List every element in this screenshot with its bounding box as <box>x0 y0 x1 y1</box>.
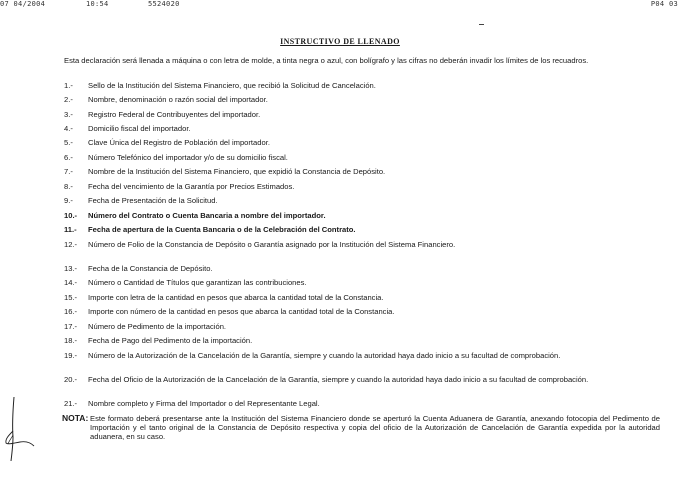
instruction-text: Nombre completo y Firma del Importador o del Representante Legal. <box>88 399 320 408</box>
instruction-number: 14.- <box>64 278 78 287</box>
instruction-number: 6.- <box>64 153 73 162</box>
handwritten-signature <box>0 395 40 465</box>
instruction-number: 20.- <box>64 375 78 384</box>
instruction-number: 12.- <box>64 240 78 249</box>
scan-dash-mark <box>479 24 484 25</box>
instruction-number: 13.- <box>64 264 78 273</box>
instruction-text: Importe con letra de la cantidad en pesos que abarca la cantidad total de la Constancia. <box>88 293 384 302</box>
instruction-number: 2.- <box>64 95 73 104</box>
note-text: Este formato deberá presentarse ante la Institución del Sistema Financiero donde se aperturó la Cuenta Aduanera de Garantía, anexando fotocopia del Pedimento de Importación y el tanto original de la Constancia de Depósito respectiva y copia del oficio de la Autorización de Cancelación de Garantía expedida por la autoridad aduanera, en su caso. <box>90 414 660 441</box>
instruction-number: 10.- <box>64 211 78 220</box>
instruction-text: Fecha de la Constancia de Depósito. <box>88 264 213 273</box>
instruction-text: Domicilio fiscal del importador. <box>88 124 191 133</box>
instruction-text: Número del Contrato o Cuenta Bancaria a nombre del importador. <box>88 211 326 220</box>
instruction-number: 15.- <box>64 293 78 302</box>
instruction-number: 3.- <box>64 110 73 119</box>
instruction-text: Fecha de apertura de la Cuenta Bancaria o de la Celebración del Contrato. <box>88 225 356 234</box>
instruction-text: Número de la Autorización de la Cancelación de la Garantía, siempre y cuando la autoridad haya dado inicio a su facultad de comprobación. <box>88 351 561 360</box>
instruction-text: Número o Cantidad de Títulos que garantizan las contribuciones. <box>88 278 307 287</box>
instruction-text: Fecha de Pago del Pedimento de la importación. <box>88 336 253 345</box>
instruction-number: 9.- <box>64 196 73 205</box>
instruction-number: 18.- <box>64 336 78 345</box>
intro-paragraph: Esta declaración será llenada a máquina o con letra de molde, a tinta negra o azul, con bolígrafo y las cifras no deberán invadir los límites de los recuadros. <box>64 56 589 65</box>
instruction-text: Fecha del Oficio de la Autorización de la Cancelación de la Garantía, siempre y cuando la autoridad haya dado inicio a su facultad de comprobación. <box>88 375 589 384</box>
instruction-number: 4.- <box>64 124 73 133</box>
instruction-text: Nombre, denominación o razón social del importador. <box>88 95 268 104</box>
instruction-number: 8.- <box>64 182 73 191</box>
instruction-number: 17.- <box>64 322 78 331</box>
fax-date: 07 04/2004 <box>0 0 46 8</box>
instruction-number: 5.- <box>64 138 73 147</box>
instruction-text: Sello de la Institución del Sistema Financiero, que recibió la Solicitud de Cancelación. <box>88 81 376 90</box>
instruction-number: 11.- <box>64 225 77 234</box>
fax-time: 10:54 <box>86 0 109 8</box>
instruction-number: 1.- <box>64 81 73 90</box>
instruction-text: Número de Pedimento de la importación. <box>88 322 227 331</box>
note-label: NOTA: <box>62 413 89 423</box>
instruction-text: Registro Federal de Contribuyentes del importador. <box>88 110 261 119</box>
instruction-number: 16.- <box>64 307 78 316</box>
instruction-text: Importe con número de la cantidad en pesos que abarca la cantidad total de la Constancia. <box>88 307 395 316</box>
document-title: INSTRUCTIVO DE LLENADO <box>280 37 400 46</box>
instruction-text: Fecha de Presentación de la Solicitud. <box>88 196 218 205</box>
instruction-number: 19.- <box>64 351 78 360</box>
instruction-text: Número de Folio de la Constancia de Depósito o Garantía asignado por la Institución del Sistema Financiero. <box>88 240 456 249</box>
fax-page-number: P04 03 <box>650 0 678 8</box>
instruction-text: Nombre de la Institución del Sistema Financiero, que expidió la Constancia de Depósito. <box>88 167 386 176</box>
instruction-text: Número Telefónico del importador y/o de su domicilio fiscal. <box>88 153 288 162</box>
fax-transmission-header <box>0 0 680 10</box>
fax-number: 5524020 <box>148 0 180 8</box>
instruction-number: 7.- <box>64 167 73 176</box>
instruction-number: 21.- <box>64 399 78 408</box>
instruction-text: Clave Única del Registro de Población del importador. <box>88 138 270 147</box>
instruction-text: Fecha del vencimiento de la Garantía por Precios Estimados. <box>88 182 295 191</box>
